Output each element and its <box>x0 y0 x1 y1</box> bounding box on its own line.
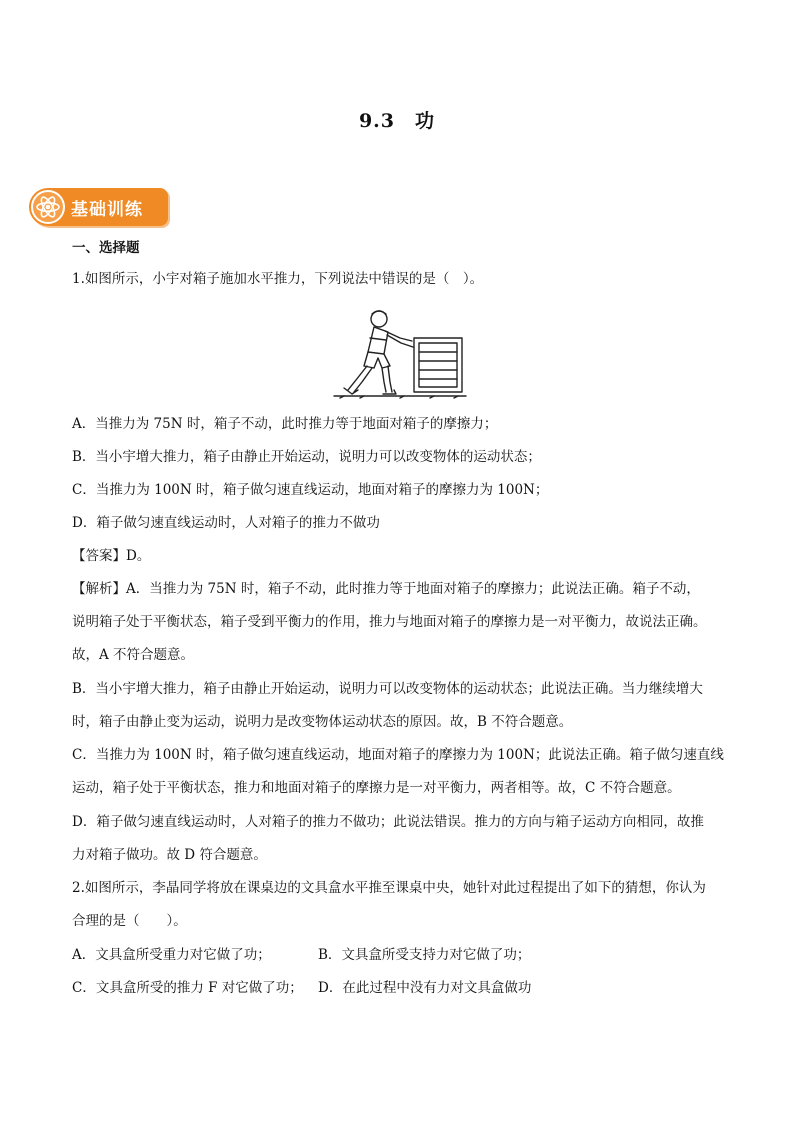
question-2-stem-line-1: 2.如图所示，李晶同学将放在课桌边的文具盒水平推至课桌中央，她针对此过程提出了如下的猜想，你认为 <box>72 880 706 896</box>
title-text: 功 <box>415 110 436 132</box>
question-1-option-a: A．当推力为 75N 时，箱子不动，此时推力等于地面对箱子的摩擦力； <box>72 416 498 432</box>
analysis-line-8: D．箱子做匀速直线运动时，人对箱子的推力不做功；此说法错误。推力的方向与箱子运动方向相同，故推 <box>72 814 704 830</box>
analysis-line-3: 故，A 不符合题意。 <box>72 647 195 663</box>
title-number: 9.3 <box>358 110 396 132</box>
question-1-option-d: D．箱子做匀速直线运动时，人对箱子的推力不做功 <box>72 515 380 531</box>
question-2-option-d: D．在此过程中没有力对文具盒做功 <box>318 980 532 996</box>
analysis-label: 【解析】 <box>72 581 126 597</box>
question-1-option-b: B．当小宇增大推力，箱子由静止开始运动，说明力可以改变物体的运动状态； <box>72 449 541 465</box>
question-1-stem: 1.如图所示，小宇对箱子施加水平推力，下列说法中错误的是（ ）。 <box>72 271 484 287</box>
analysis-line-2: 说明箱子处于平衡状态，箱子受到平衡力的作用，推力与地面对箱子的摩擦力是一对平衡力，故说法正确。 <box>72 614 707 630</box>
section-badge-label: 基础训练 <box>71 200 143 220</box>
analysis-line-4: B．当小宇增大推力，箱子由静止开始运动，说明力可以改变物体的运动状态；此说法正确。当力继续增大 <box>72 681 703 697</box>
question-2-option-a: A．文具盒所受重力对它做了功； <box>72 947 271 963</box>
analysis-line-9: 力对箱子做功。故 D 符合题意。 <box>72 847 267 863</box>
analysis-line-7: 运动，箱子处于平衡状态，推力和地面对箱子的摩擦力是一对平衡力，两者相等。故，C 不符合题意。 <box>72 780 681 796</box>
question-1-answer: 【答案】D。 <box>72 548 151 564</box>
analysis-line-5: 时，箱子由静止变为运动，说明力是改变物体运动状态的原因。故，B 不符合题意。 <box>72 714 573 730</box>
page-title <box>0 106 794 133</box>
atom-icon <box>31 190 65 224</box>
question-2-option-c: C．文具盒所受的推力 F 对它做了功； <box>72 980 303 996</box>
section-badge <box>29 188 168 226</box>
question-2-option-b: B．文具盒所受支持力对它做了功； <box>318 947 531 963</box>
analysis-line-1: 【解析】A．当推力为 75N 时，箱子不动，此时推力等于地面对箱子的摩擦力；此说法正确。箱子不动， <box>72 581 700 597</box>
question-1-option-c: C．当推力为 100N 时，箱子做匀速直线运动，地面对箱子的摩擦力为 100N； <box>72 482 549 498</box>
analysis-line-6: C．当推力为 100N 时，箱子做匀速直线运动，地面对箱子的摩擦力为 100N；此说法正确。箱子做匀速直线 <box>72 747 724 763</box>
question-2-stem-line-2: 合理的是（ ）。 <box>72 913 187 929</box>
section-heading: 一、选择题 <box>72 240 140 256</box>
boy-pushing-box-illustration <box>330 308 470 400</box>
